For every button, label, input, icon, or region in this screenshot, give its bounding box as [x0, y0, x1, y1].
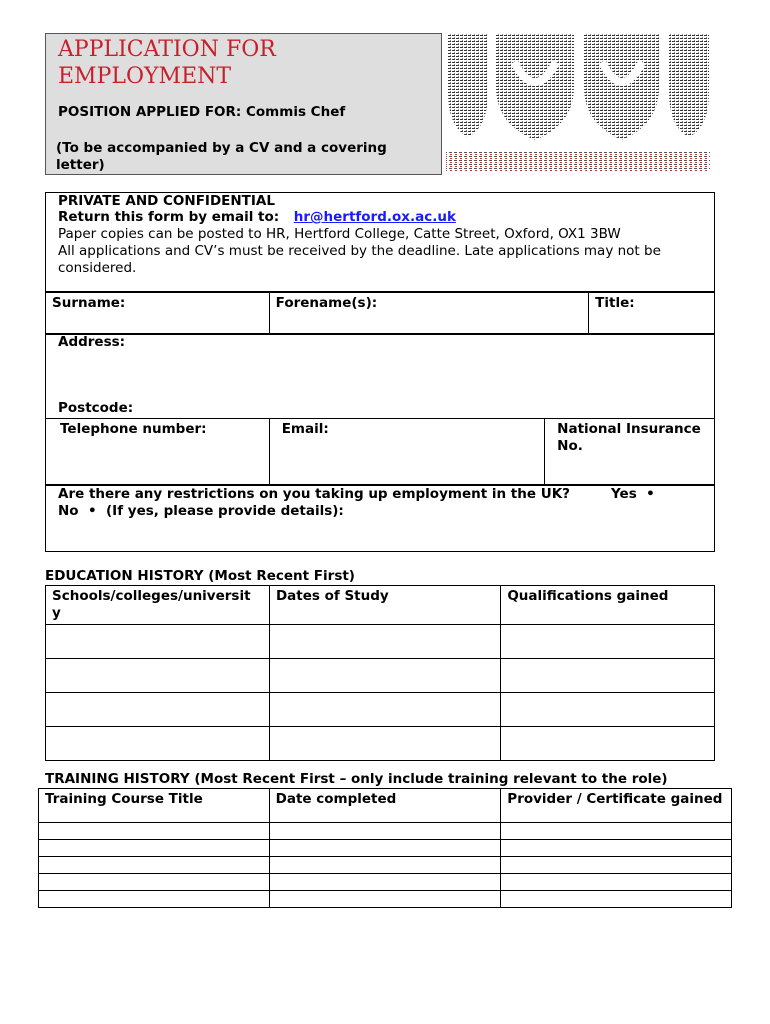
education-row: [46, 693, 715, 727]
address-label: Address:: [58, 334, 126, 350]
education-row: [46, 659, 715, 693]
training-col-provider: Provider / Certificate gained: [501, 789, 732, 823]
education-cell[interactable]: [46, 625, 270, 659]
education-table: [45, 585, 715, 761]
no-label: No: [58, 503, 79, 519]
training-cell[interactable]: [269, 857, 501, 874]
confidential-section: [45, 192, 715, 292]
education-cell[interactable]: [46, 659, 270, 693]
training-col-course: Training Course Title: [39, 789, 270, 823]
education-cell[interactable]: [46, 693, 270, 727]
training-cell[interactable]: [269, 823, 501, 840]
education-cell[interactable]: [269, 659, 500, 693]
contact-table: [45, 418, 715, 486]
header-panel: [45, 33, 442, 175]
no-option[interactable]: [58, 503, 344, 520]
form-title-line1: APPLICATION FOR: [58, 37, 276, 62]
paper-copies-note: Paper copies can be posted to HR, Hertford College, Catte Street, Oxford, OX1 3BW: [58, 226, 621, 242]
ni-label-line2: No.: [557, 438, 583, 454]
education-cell[interactable]: [501, 625, 715, 659]
education-col-dates: Dates of Study: [269, 586, 500, 625]
education-row: [46, 625, 715, 659]
education-cell[interactable]: [269, 693, 500, 727]
details-prompt: (If yes, please provide details):: [106, 503, 344, 519]
education-row: [46, 727, 715, 761]
education-cell[interactable]: [501, 693, 715, 727]
training-row: [39, 840, 732, 857]
ni-number-field[interactable]: [545, 419, 715, 486]
training-cell[interactable]: [39, 857, 270, 874]
education-col-schools: Schools/colleges/universit y: [46, 586, 270, 625]
deadline-note: All applications and CV’s must be received by the deadline. Late applications may not be considered.: [58, 243, 661, 276]
cv-note: (To be accompanied by a CV and a covering letter): [56, 140, 387, 173]
training-cell[interactable]: [501, 857, 732, 874]
personal-details-table: [45, 292, 715, 335]
restrictions-question: Are there any restrictions on you taking up employment in the UK?: [58, 486, 570, 502]
no-bullet-icon: •: [83, 503, 102, 519]
education-cell[interactable]: [269, 625, 500, 659]
education-cell[interactable]: [269, 727, 500, 761]
forename-field[interactable]: Forename(s):: [269, 293, 589, 335]
restrictions-section: [45, 484, 715, 552]
training-cell[interactable]: [501, 874, 732, 891]
training-col-date: Date completed: [269, 789, 501, 823]
education-cell[interactable]: [501, 727, 715, 761]
training-table: [38, 788, 732, 908]
yes-bullet-icon: •: [641, 486, 655, 502]
college-crest-icon: [444, 32, 712, 177]
training-heading: TRAINING HISTORY (Most Recent First – only include training relevant to the role): [45, 771, 668, 787]
return-label: Return this form by email to:: [58, 209, 280, 225]
yes-option[interactable]: [611, 486, 655, 503]
training-row: [39, 874, 732, 891]
telephone-field[interactable]: Telephone number:: [46, 419, 270, 486]
education-cell[interactable]: [46, 727, 270, 761]
training-cell[interactable]: [269, 891, 501, 908]
training-row: [39, 823, 732, 840]
yes-label: Yes: [611, 486, 637, 502]
return-instruction: [58, 209, 456, 226]
education-heading: EDUCATION HISTORY (Most Recent First): [45, 568, 355, 584]
ni-label-line1: National Insurance: [557, 421, 701, 437]
training-cell[interactable]: [269, 874, 501, 891]
email-field[interactable]: Email:: [269, 419, 544, 486]
title-field[interactable]: Title:: [589, 293, 715, 335]
training-row: [39, 891, 732, 908]
training-cell[interactable]: [501, 891, 732, 908]
training-cell[interactable]: [501, 840, 732, 857]
training-cell[interactable]: [39, 874, 270, 891]
surname-field[interactable]: Surname:: [46, 293, 270, 335]
training-cell[interactable]: [39, 891, 270, 908]
position-applied: POSITION APPLIED FOR: Commis Chef: [58, 104, 346, 120]
education-cell[interactable]: [501, 659, 715, 693]
training-cell[interactable]: [39, 840, 270, 857]
address-field[interactable]: [45, 333, 715, 419]
form-title-line2: EMPLOYMENT: [58, 64, 232, 89]
form-title: [58, 36, 276, 90]
confidential-heading: PRIVATE AND CONFIDENTIAL: [58, 193, 275, 209]
training-cell[interactable]: [269, 840, 501, 857]
training-row: [39, 857, 732, 874]
training-cell[interactable]: [39, 823, 270, 840]
education-col-qualifications: Qualifications gained: [501, 586, 715, 625]
training-cell[interactable]: [501, 823, 732, 840]
hr-email-link[interactable]: hr@hertford.ox.ac.uk: [293, 209, 456, 225]
postcode-label: Postcode:: [58, 400, 134, 416]
